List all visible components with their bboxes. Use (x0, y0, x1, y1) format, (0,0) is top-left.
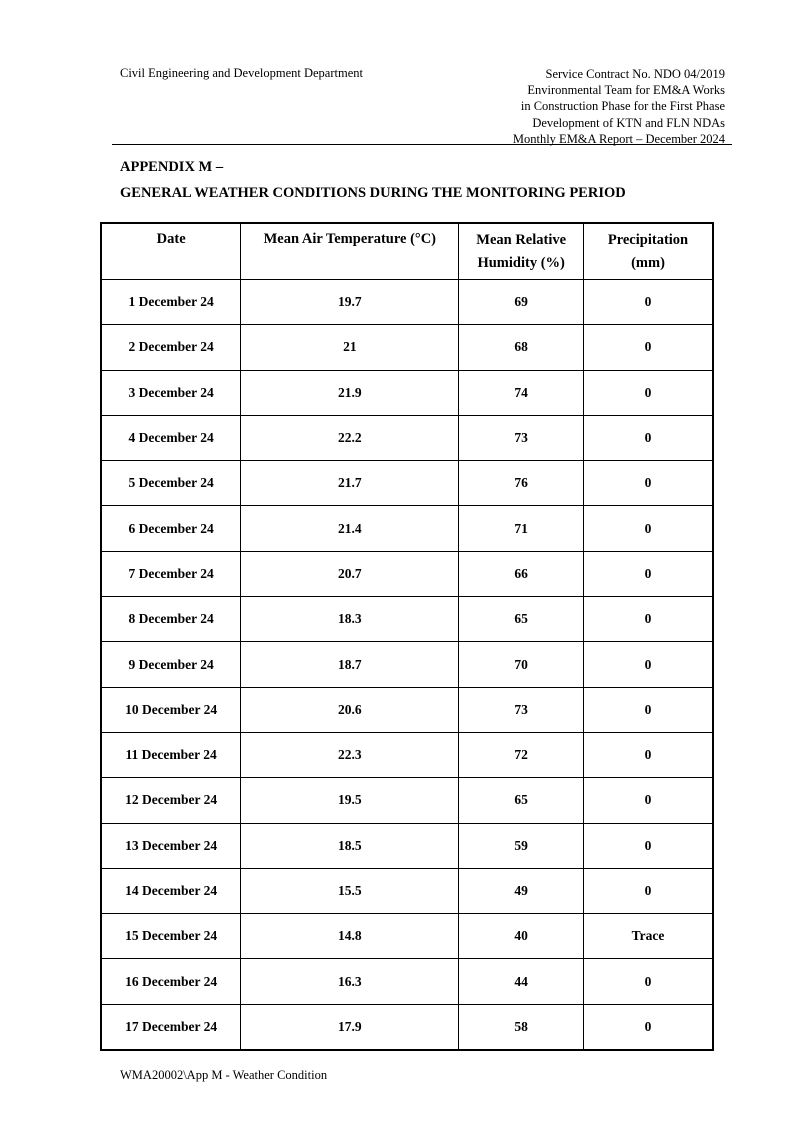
header-line: Environmental Team for EM&A Works (527, 83, 725, 98)
cell-humidity: 73 (459, 687, 584, 732)
table-row (101, 370, 713, 415)
table-row (101, 868, 713, 913)
cell-date: 9 December 24 (101, 642, 241, 687)
cell-temperature: 18.5 (241, 823, 459, 868)
table-row (101, 642, 713, 687)
cell-date: 2 December 24 (101, 325, 241, 370)
cell-humidity: 73 (459, 415, 584, 460)
cell-temperature: 19.5 (241, 778, 459, 823)
header-line: Service Contract No. NDO 04/2019 (545, 67, 725, 81)
cell-humidity: 44 (459, 959, 584, 1004)
table-header-row (101, 223, 713, 280)
header-humidity-line1: Mean Relative (476, 231, 567, 248)
cell-temperature: 22.2 (241, 415, 459, 460)
table-row (101, 823, 713, 868)
cell-humidity: 76 (459, 461, 584, 506)
cell-humidity: 65 (459, 597, 584, 642)
cell-date: 7 December 24 (101, 551, 241, 596)
cell-precipitation: 0 (583, 506, 713, 551)
cell-temperature: 15.5 (241, 868, 459, 913)
header-line: Monthly EM&A Report – December 2024 (512, 131, 725, 146)
cell-temperature: 21.4 (241, 506, 459, 551)
cell-humidity: 70 (459, 642, 584, 687)
cell-humidity: 74 (459, 370, 584, 415)
header-precipitation-line2: (mm) (631, 254, 665, 271)
cell-temperature: 21 (241, 325, 459, 370)
header-department: Civil Engineering and Development Department (120, 66, 363, 80)
cell-humidity: 65 (459, 778, 584, 823)
cell-date: 6 December 24 (101, 506, 241, 551)
header-contract-info (513, 66, 725, 147)
cell-precipitation: 0 (583, 370, 713, 415)
cell-precipitation: 0 (583, 778, 713, 823)
cell-humidity: 59 (459, 823, 584, 868)
cell-temperature: 20.6 (241, 687, 459, 732)
header-precipitation (583, 223, 713, 280)
cell-precipitation: 0 (583, 461, 713, 506)
cell-humidity: 49 (459, 868, 584, 913)
table-body (101, 280, 713, 1051)
cell-precipitation: 0 (583, 823, 713, 868)
footer-reference: WMA20002\App M - Weather Condition (120, 1068, 328, 1082)
cell-humidity: 68 (459, 325, 584, 370)
page-title (120, 154, 626, 206)
cell-humidity: 58 (459, 1004, 584, 1050)
cell-temperature: 20.7 (241, 551, 459, 596)
table-row (101, 778, 713, 823)
table-row (101, 551, 713, 596)
table-row (101, 597, 713, 642)
header-temperature-label: Mean Air Temperature (°C) (263, 231, 437, 247)
cell-humidity: 69 (459, 280, 584, 325)
cell-temperature: 14.8 (241, 914, 459, 959)
cell-date: 3 December 24 (101, 370, 241, 415)
cell-precipitation: 0 (583, 415, 713, 460)
table-row (101, 506, 713, 551)
table-row (101, 1004, 713, 1050)
cell-date: 15 December 24 (101, 914, 241, 959)
cell-temperature: 21.9 (241, 370, 459, 415)
title-line-2: GENERAL WEATHER CONDITIONS DURING THE MONITORING PERIOD (120, 185, 626, 201)
header-humidity (459, 223, 584, 280)
cell-precipitation: 0 (583, 959, 713, 1004)
cell-date: 17 December 24 (101, 1004, 241, 1050)
table-row (101, 732, 713, 777)
cell-date: 12 December 24 (101, 778, 241, 823)
cell-date: 1 December 24 (101, 280, 241, 325)
table-row (101, 325, 713, 370)
cell-humidity: 71 (459, 506, 584, 551)
header-line: in Construction Phase for the First Phase (520, 99, 725, 114)
cell-precipitation: 0 (583, 868, 713, 913)
cell-date: 16 December 24 (101, 959, 241, 1004)
cell-temperature: 22.3 (241, 732, 459, 777)
cell-precipitation: 0 (583, 280, 713, 325)
cell-humidity: 40 (459, 914, 584, 959)
title-line-1: APPENDIX M – (120, 159, 224, 175)
header-date (101, 223, 241, 280)
header-line: Development of KTN and FLN NDAs (532, 115, 725, 130)
table-row (101, 959, 713, 1004)
cell-date: 14 December 24 (101, 868, 241, 913)
cell-temperature: 16.3 (241, 959, 459, 1004)
cell-precipitation: 0 (583, 325, 713, 370)
cell-date: 8 December 24 (101, 597, 241, 642)
cell-temperature: 19.7 (241, 280, 459, 325)
cell-precipitation: 0 (583, 642, 713, 687)
table-row (101, 280, 713, 325)
table-row (101, 461, 713, 506)
cell-precipitation: 0 (583, 1004, 713, 1050)
header-temperature (241, 223, 459, 280)
cell-date: 4 December 24 (101, 415, 241, 460)
table-row (101, 415, 713, 460)
cell-precipitation: Trace (583, 914, 713, 959)
cell-precipitation: 0 (583, 732, 713, 777)
cell-date: 13 December 24 (101, 823, 241, 868)
cell-humidity: 66 (459, 551, 584, 596)
header-divider (112, 144, 732, 145)
cell-temperature: 21.7 (241, 461, 459, 506)
cell-precipitation: 0 (583, 687, 713, 732)
cell-precipitation: 0 (583, 597, 713, 642)
cell-temperature: 18.3 (241, 597, 459, 642)
cell-temperature: 17.9 (241, 1004, 459, 1050)
cell-date: 10 December 24 (101, 687, 241, 732)
header-date-label: Date (156, 231, 186, 247)
table-row (101, 687, 713, 732)
cell-precipitation: 0 (583, 551, 713, 596)
cell-humidity: 72 (459, 732, 584, 777)
cell-date: 5 December 24 (101, 461, 241, 506)
weather-table (100, 222, 714, 1051)
header-humidity-line2: Humidity (%) (477, 254, 565, 271)
header-precipitation-line1: Precipitation (607, 231, 689, 248)
cell-date: 11 December 24 (101, 732, 241, 777)
cell-temperature: 18.7 (241, 642, 459, 687)
table-row (101, 914, 713, 959)
